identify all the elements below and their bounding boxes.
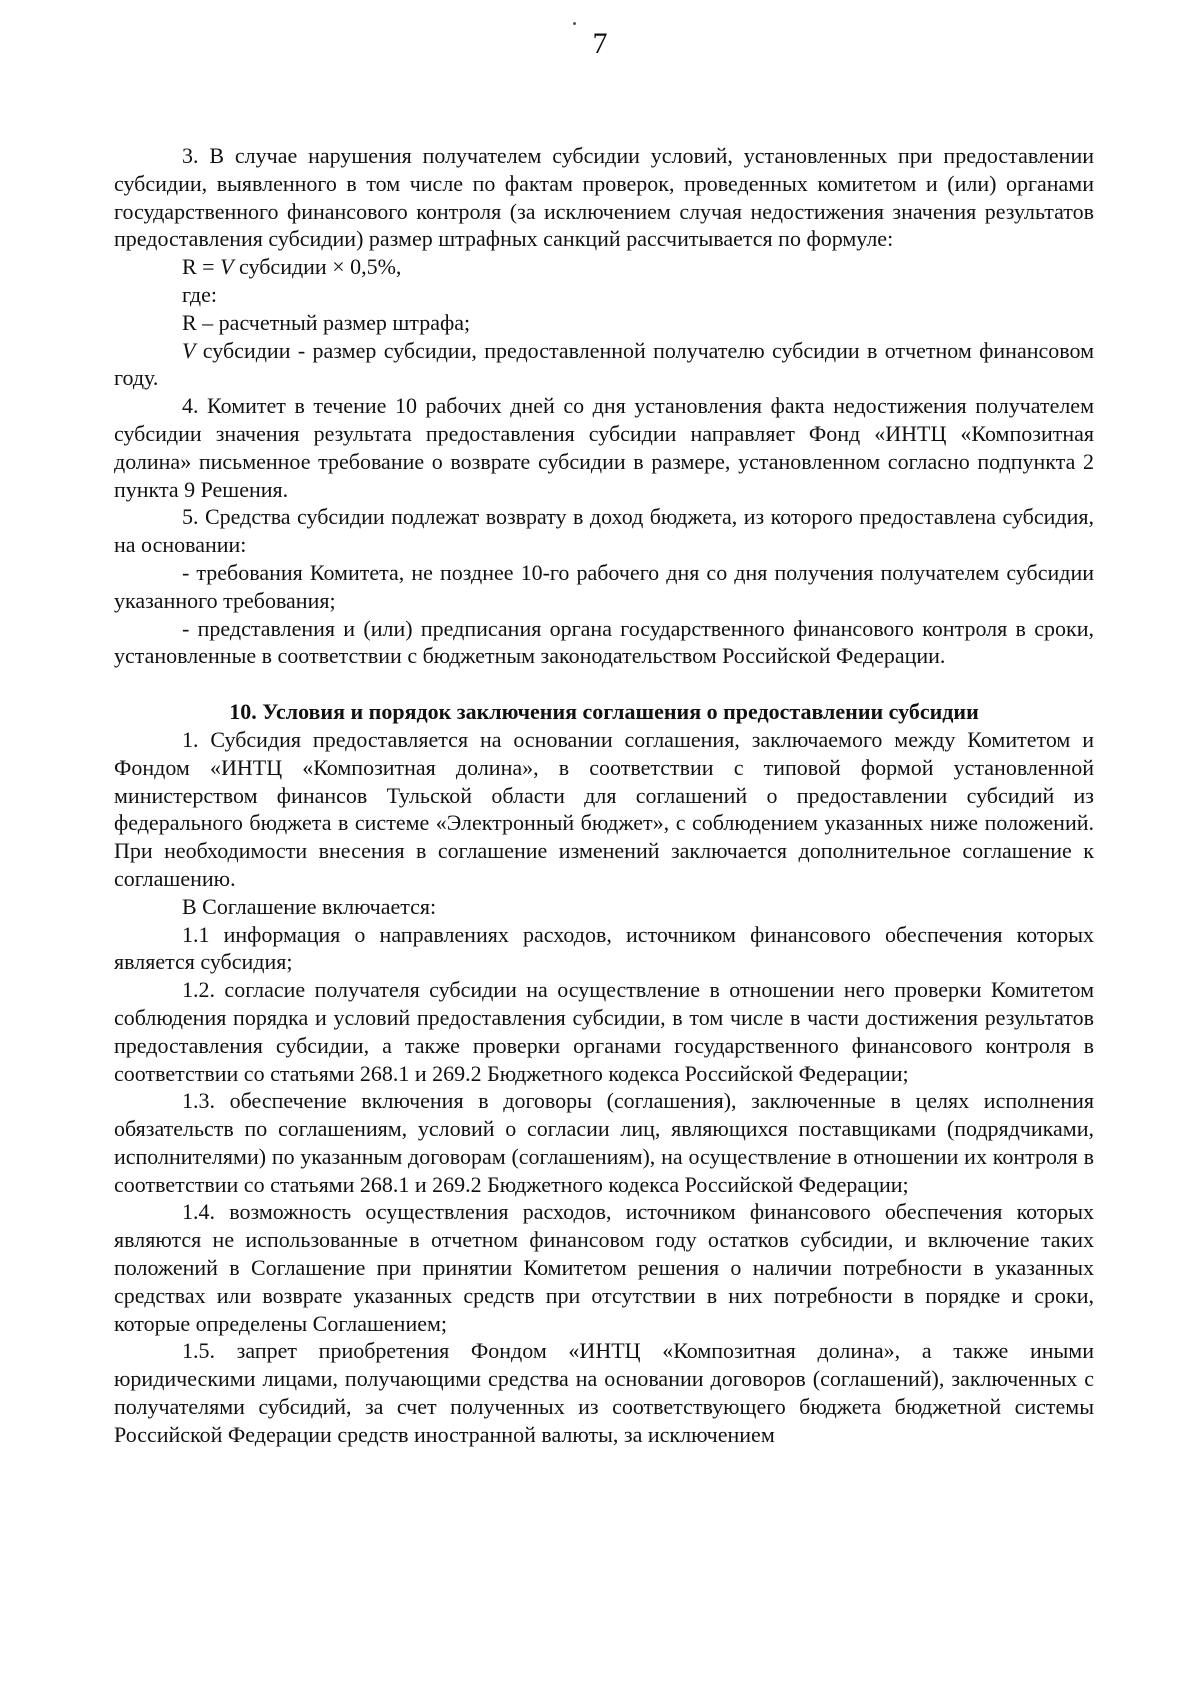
scan-speck xyxy=(573,22,576,25)
section-10-includes: В Соглашение включается: xyxy=(182,893,437,919)
section-10-item-1-5: 1.5. запрет приобретения Фондом «ИНТЦ «Композитная долина», а также иными юридическими лицами, получающими средства на основании договоров (соглашений), заключенных с получателями субсидий, за счет полученных из соответствующего бюджета бюджетной системы Российской Федерации средств иностранной валюты, за исключением xyxy=(114,1338,1094,1447)
section-10-paragraph-1: 1. Субсидия предоставляется на основании соглашения, заключаемого между Комитетом и Фондом «ИНТЦ «Композитная долина», в соответствии с типовой формой установленной министерством финансов Тульской области для соглашений о предоставлении субсидий из федерального бюджета в системе «Электронный бюджет», с соблюдением указанных ниже положений. При необходимости внесения в соглашение изменений заключается дополнительное соглашение к соглашению. xyxy=(114,726,1094,891)
section-10-heading: 10. Условия и порядок заключения соглашения о предоставлении субсидии xyxy=(229,699,979,725)
paragraph-5-item-b: - представления и (или) предписания органа государственного финансового контроля в сроки, установленные в соответствии с бюджетным законодательством Российской Федерации. xyxy=(114,615,1094,669)
paragraph-5-item-a: - требования Комитета, не позднее 10-го рабочего дня со дня получения получателем субсидии указанного требования; xyxy=(114,559,1094,613)
penalty-formula xyxy=(114,253,1094,281)
definition-v-text: субсидии - размер субсидии, предоставленной получателю субсидии в отчетном финансовом году. xyxy=(114,337,1094,391)
section-10-item-1-4: 1.4. возможность осуществления расходов, источником финансового обеспечения которых являются не использованные в отчетном финансовом году остатков субсидии, и включение таких положений в Соглашение при принятии Комитетом решения о наличии потребности в указанных средствах или возврате указанных средств при отсутствии в них потребности в порядке и сроки, которые определены Соглашением; xyxy=(114,1199,1094,1336)
formula-rest: субсидии × 0,5%, xyxy=(233,254,402,280)
paragraph-4: 4. Комитет в течение 10 рабочих дней со дня установления факта недостижения получателем субсидии значения результата предоставления субсидии направляет Фонд «ИНТЦ «Композитная долина» письменное требование о возврате субсидии в размере, установленном согласно подпункта 2 пункта 9 Решения. xyxy=(114,393,1094,502)
formula-v: V xyxy=(220,254,234,280)
definition-v-symbol: V xyxy=(182,337,196,363)
paragraph-5: 5. Средства субсидии подлежат возврату в доход бюджета, из которого предоставлена субсидия, на основании: xyxy=(114,504,1094,558)
document-body xyxy=(114,142,1094,1449)
section-10-item-1-1: 1.1 информация о направлениях расходов, источником финансового обеспечения которых является субсидия; xyxy=(114,921,1094,975)
page-number: 7 xyxy=(592,27,608,60)
section-10-item-1-3: 1.3. обеспечение включения в договоры (соглашения), заключенные в целях исполнения обязательств по соглашениям, условий о согласии лиц, являющихся поставщиками (подрядчиками, исполнителями) по указанным договорам (соглашениям), на осуществление в отношении их контроля в соответствии со статьями 268.1 и 269.2 Бюджетного кодекса Российской Федерации; xyxy=(114,1088,1094,1197)
paragraph-3: 3. В случае нарушения получателем субсидии условий, установленных при предоставлении субсидии, выявленного в том числе по фактам проверок, проведенных комитетом и (или) органами государственного финансового контроля (за исключением случая недостижения значения результатов предоставления субсидии) размер штрафных санкций рассчитывается по формуле: xyxy=(114,143,1094,252)
definition-v xyxy=(114,337,1094,393)
definition-r: R – расчетный размер штрафа; xyxy=(182,309,471,335)
section-10-item-1-2: 1.2. согласие получателя субсидии на осуществление в отношении него проверки Комитетом соблюдения порядка и условий предоставления субсидии, в том числе в части достижения результатов предоставления субсидии, а также проверки органами государственного финансового контроля в соответствии со статьями 268.1 и 269.2 Бюджетного кодекса Российской Федерации; xyxy=(114,977,1094,1086)
formula-r: R = xyxy=(182,254,221,280)
where-label: где: xyxy=(182,281,217,307)
